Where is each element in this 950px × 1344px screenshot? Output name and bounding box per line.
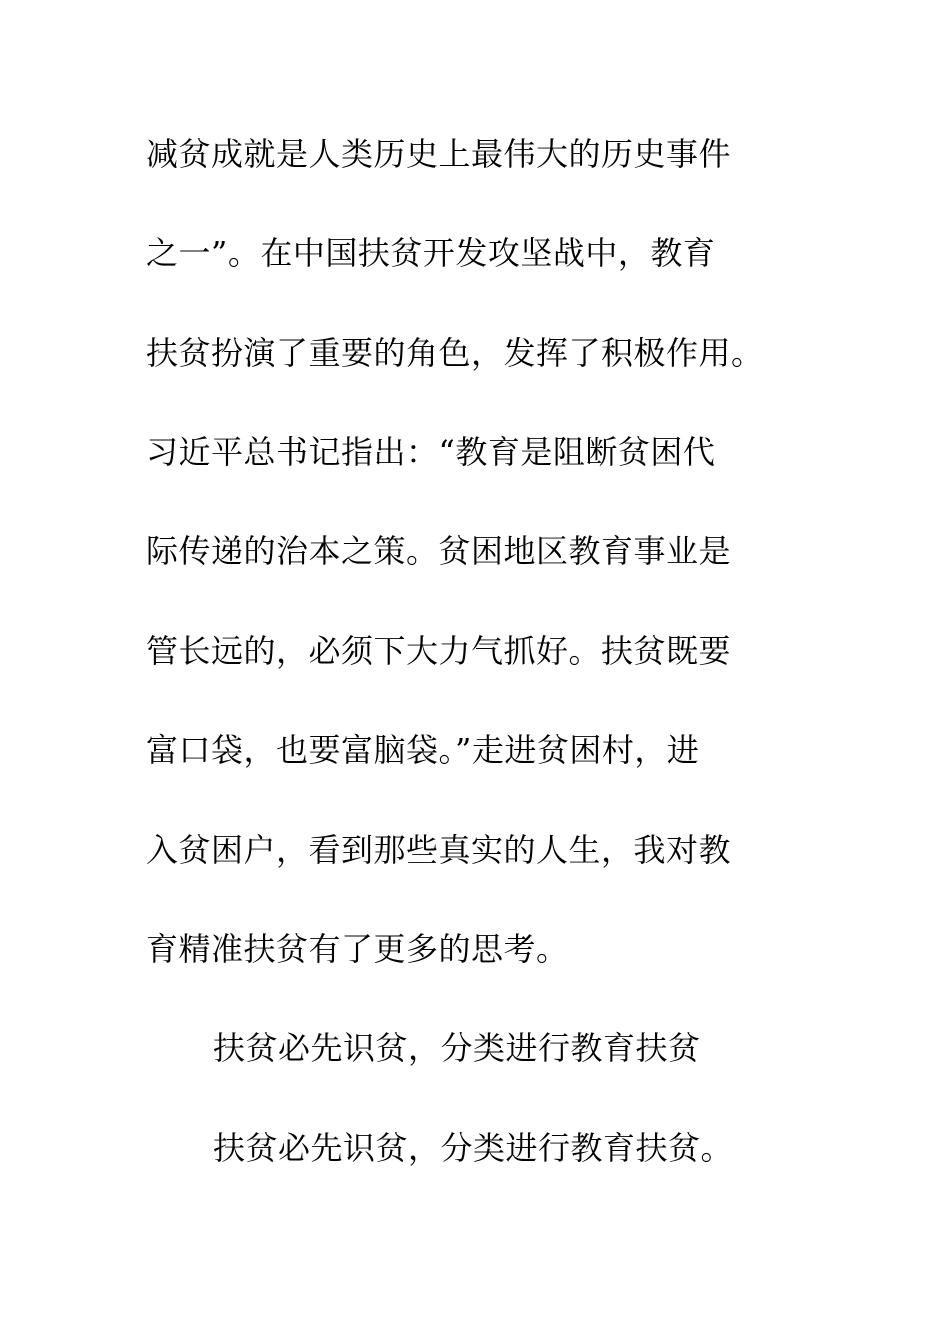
paragraph-line: 习近平总书记指出：“教育是阻断贫困代 [146,433,716,471]
paragraph-line: 减贫成就是人类历史上最伟大的历史事件 [146,135,732,173]
paragraph-line: 扶贫扮演了重要的角色，发挥了积极作用。 [146,334,764,372]
paragraph-line: 入贫困户，看到那些真实的人生，我对教 [146,831,732,869]
section-heading: 扶贫必先识贫，分类进行教育扶贫 [213,1029,701,1067]
paragraph-line: 管长远的，必须下大力气抓好。扶贫既要 [146,632,732,670]
paragraph-line: 之一”。在中国扶贫开发攻坚战中，教育 [146,234,716,272]
paragraph-line: 富口袋，也要富脑袋。”走进贫困村，进 [146,731,700,769]
paragraph-line: 际传递的治本之策。贫困地区教育事业是 [146,532,732,570]
paragraph-line: 扶贫必先识贫，分类进行教育扶贫。 [213,1129,734,1167]
paragraph-line: 育精准扶贫有了更多的思考。 [146,930,569,968]
